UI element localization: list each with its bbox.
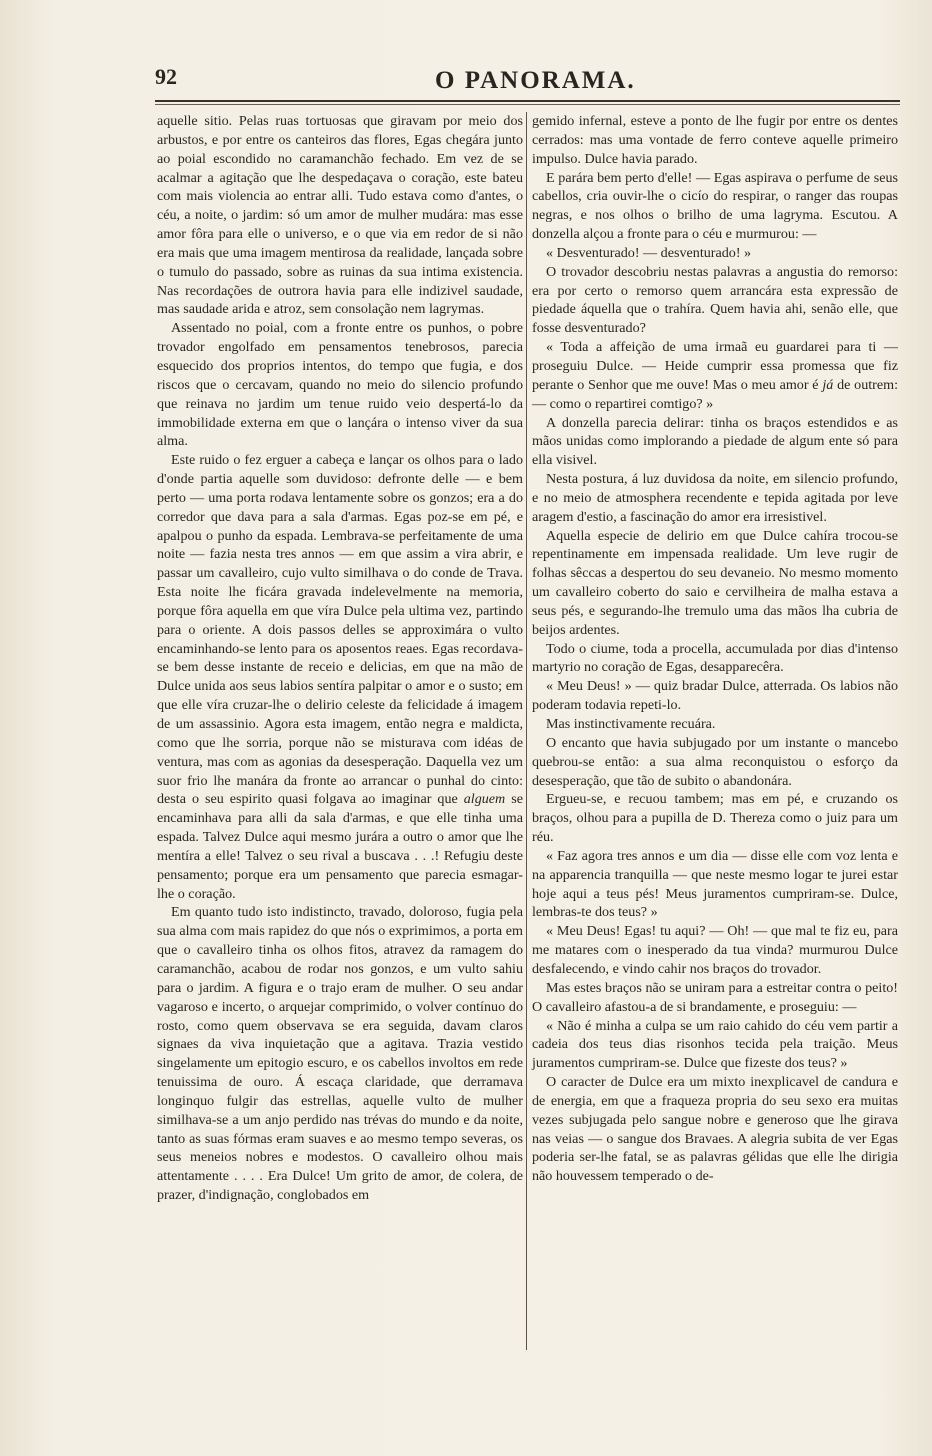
- emphasis: alguem: [463, 791, 506, 808]
- paragraph: « Meu Deus! Egas! tu aqui? — Oh! — que mal te fiz eu, para me matares com o inesperado da tua vinda? murmurou Dulce desfalecendo, e vindo cahir nos braços do trovador.: [532, 923, 898, 977]
- paragraph: Aquella especie de delirio em que Dulce cahíra trocou-se repentinamente em impensada realidade. Um leve rugir de folhas sêccas a despertou do seu devaneio. No mesmo momento um cavalleiro coberto do saio e cervilheira de malha estava a seus pés, e segurando-lhe tremulo uma das mãos lha cubria de beijos ardentes.: [532, 527, 898, 638]
- paragraph: « Meu Deus! » — quiz bradar Dulce, atterrada. Os labios não poderam todavia repeti-lo.: [532, 678, 898, 714]
- right-column: [532, 112, 898, 1186]
- header-rule: [155, 100, 900, 102]
- column-divider: [526, 112, 527, 1350]
- paragraph: O caracter de Dulce era um mixto inexplicavel de candura e de energia, em que a fraqueza propria do seu sexo era muitas vezes subjugada pelo sangue nobre e generoso que lhe girava nas veias — o sangue dos Bravaes. A alegria subita de ver Egas poderia ser-lhe fatal, se as palavras gélidas que elle lhe dirigia não houvessem temperado o de-: [532, 1074, 898, 1185]
- paragraph: « Não é minha a culpa se um raio cahido do céu vem partir a cadeia dos teus dias risonhos tecida pela traição. Meus juramentos cumpriram-se. Dulce que fizeste dos teus? »: [532, 1017, 898, 1072]
- paragraph: « Toda a affeição de uma irmaã eu guardarei para ti — proseguiu Dulce. — Heide cumprir essa promessa que fiz perante o Senhor que me ouve! Mas o meu amor é já de outrem: — como o repartirei comtigo? »: [532, 339, 898, 412]
- page-header: [155, 62, 900, 96]
- journal-title: O PANORAMA.: [435, 67, 636, 94]
- emphasis: já: [822, 376, 834, 393]
- paragraph: Em quanto tudo isto indistincto, travado, doloroso, fugia pela sua alma com mais rapidez do que nós o exprimimos, a porta em que o cavalleiro tinha os olhos fitos, atravez da ramagem do caramanchão, acabou de rodar nos gonzos, e um vulto sahiu para o jardim. A figura e o trajo eram de mulher. O seu andar vagaroso e incerto, o arquejar comprimido, o volver contínuo do rosto, como quem observava se era seguida, davam claros signaes da viva inquietação que a agitava. Trazia vestido singelamente um epitogio escuro, e os cabellos involtos em rede tenuissima de ouro. Á escaça claridade, que derramava longinquo fulgir das estrellas, aquelle vulto de mulher similhava-se a um anjo perdido nas trévas do mundo e da noite, tanto as suas fórmas eram suaves e ao mesmo tempo severas, os seus meneios nobres e modestos. O cavalleiro olhou mais attentamente . . . . Era Dulce! Um grito de amor, de colera, de prazer, d'indignação, conglobados em: [157, 904, 523, 1204]
- header-rule-thin: [155, 104, 900, 105]
- paragraph: Nesta postura, á luz duvidosa da noite, em silencio profundo, e no meio de atmosphera recendente e tepida agitada por leve aragem d'estio, a fascinação do amor era irresistivel.: [532, 471, 898, 525]
- paragraph: Mas estes braços não se uniram para a estreitar contra o peito! O cavalleiro afastou-a de si brandamente, e proseguiu: —: [532, 979, 898, 1015]
- paragraph: Ergueu-se, e recuou tambem; mas em pé, e cruzando os braços, olhou para a pupilla de D. Thereza como o juiz para um réu.: [532, 791, 898, 846]
- left-column: [157, 112, 523, 1205]
- paragraph: gemido infernal, esteve a ponto de lhe fugir por entre os dentes cerrados: mas uma vontade de ferro conteve aquelle primeiro impulso. Dulce havia parado.: [532, 113, 898, 167]
- paragraph: O encanto que havia subjugado por um instante o mancebo quebrou-se então: a sua alma reconquistou o esforço da desesperação, que tão de subito o abandonára.: [532, 734, 898, 789]
- paragraph: E parára bem perto d'elle! — Egas aspirava o perfume de seus cabellos, cria ouvir-lhe o cicío do respirar, o ranger das roupas negras, e nos olhos o brilho de uma lagryma. Escutou. A donzella alçou a fronte para o céu e murmurou: —: [532, 169, 898, 243]
- paragraph: A donzella parecia delirar: tinha os braços estendidos e as mãos unidas como implorando a piedade de algum ente só para ella visivel.: [532, 414, 898, 469]
- paragraph: « Faz agora tres annos e um dia — disse elle com voz lenta e na apparencia tranquilla — que neste mesmo logar te jurei estar hoje aqui a teus pés! Meus juramentos cumpriram-se. Dulce, lembras-te dos teus? »: [532, 847, 898, 921]
- page-number: 92: [155, 64, 177, 89]
- paragraph: Todo o ciume, toda a procella, accumulada por dias d'intenso martyrio no coração de Egas, desapparecêra.: [532, 640, 898, 676]
- paragraph: aquelle sitio. Pelas ruas tortuosas que giravam por meio dos arbustos, e por entre os canteiros das flores, Egas chegára junto ao poial escondido no caramanchão fechado. Em vez de se acalmar a agitação que lhe despedaçava o coração, este bateu com mais violencia ao entrar alli. Tudo estava como d'antes, o céu, a noite, o jardim: só um amor de mulher mudára: mas esse amor fôra para elle o universo, e o que via em redor de si não era mais que uma imagem mentirosa da realidade, lançada sobre o tumulo do passado, sobre as ruinas da sua intima existencia. Nas recordações de outrora havia para elle indizivel saudade, mas saudade arida e atroz, sem consolação nem lagrymas.: [157, 113, 523, 318]
- paragraph: Este ruido o fez erguer a cabeça e lançar os olhos para o lado d'onde partia aquelle som duvidoso: defronte delle — e bem perto — uma porta rodava lentamente sobre os gonzos; era a do corredor que dava para a sala d'armas. Egas poz-se em pé, e apalpou o punho da espada. Lembrava-se perfeitamente de uma noite — fazia nesta tres annos — em que assim a vira abrir, e passar um cavalleiro, cujo vulto similhava o do conde de Trava. Esta noite lhe ficára gravada indelevelmente na memoria, porque fôra aquella em que víra Dulce pela ultima vez, partindo para o oriente. A dois passos delles se approximára o vulto encaminhando-se lento para os aposentos reaes. Egas recordava-se bem desse instante de receio e delicias, em que na mão de Dulce unida aos seus labios sentíra palpitar o amor e o susto; em que elle víra cruzar-lhe o delirio celeste da felicidade á imagem de um assassinio. Agora esta imagem, então negra e maldicta, como que lhe sorria, porque não se misturava com idéas de ventura, mas com as agonias da desesperação. Daquella vez um suor frio lhe manára da fronte ao arrancar o punhal do cinto: desta o seu espirito quasi folgava ao imaginar que alguem se encaminhava para alli da sala d'armas, e que elle tinha uma espada. Talvez Dulce aqui mesmo jurára a outro o amor que lhe mentíra a elle! Talvez o seu rival a buscava . . .! Refugiu deste pensamento; porque era um pensamento que parecia esmagar-lhe o coração.: [157, 452, 523, 902]
- paragraph: « Desventurado! — desventurado! »: [546, 244, 752, 261]
- paragraph: O trovador descobriu nestas palavras a angustia do remorso: era por certo o remorso quem arrancára esta expressão de piedade áquella que o trahíra. Quem havia ahi, senão elle, que fosse desventurado?: [532, 263, 898, 337]
- paragraph: Assentado no poial, com a fronte entre os punhos, o pobre trovador engolfado em pensamentos tenebrosos, parecia esquecido dos proprios intentos, do tempo que fugia, e dos riscos que o cercavam, quando no meio do silencio profundo que reinava no jardim um tenue ruido veio despertá-lo da immobilidade externa em que o lançára o intenso viver da sua alma.: [157, 320, 523, 450]
- paragraph: Mas instinctivamente recuára.: [546, 716, 716, 732]
